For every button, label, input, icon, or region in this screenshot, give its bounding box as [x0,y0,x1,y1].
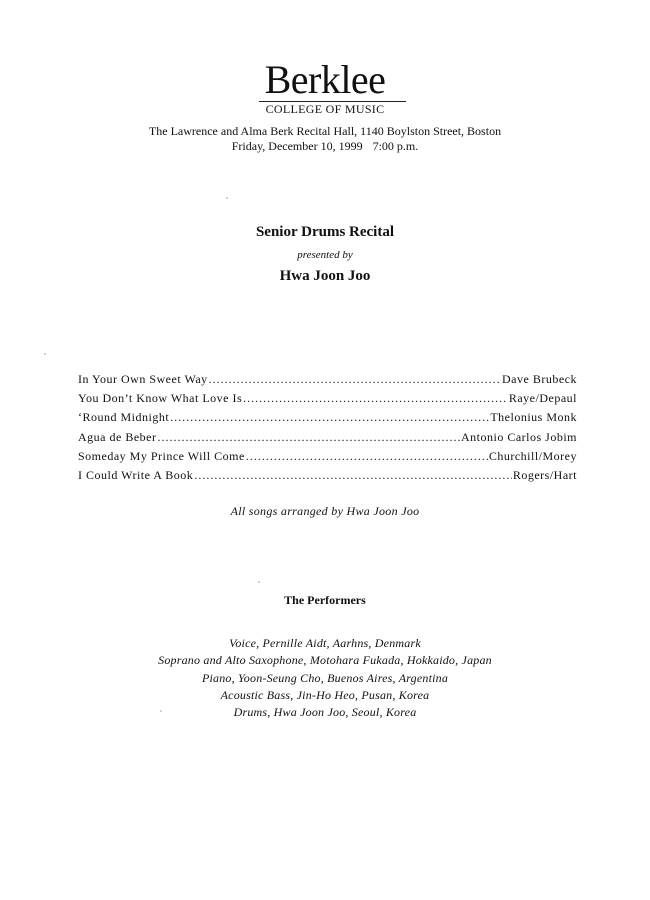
song-title: Someday My Prince Will Come [78,448,245,463]
date-time-line [0,139,650,153]
berklee-logo-wordmark: Berklee [264,57,386,102]
dot-leader [209,370,501,389]
song-title: You Don’t Know What Love Is [78,391,243,406]
song-composer: Thelonius Monk [490,410,577,425]
event-date: Friday, December 10, 1999 [231,139,363,153]
performer-entry: Acoustic Bass, Jin-Ho Heo, Pusan, Korea [220,687,430,702]
performer-entry: Piano, Yoon-Seung Cho, Buenos Aires, Argentina [201,670,449,685]
program-item [78,447,577,466]
presented-by-label: presented by [297,249,353,261]
song-composer: Dave Brubeck [502,372,577,386]
performer-entry: Voice, Pernille Aidt, Aarhns, Denmark [229,636,421,650]
scan-speck [226,197,228,199]
song-composer: Antonio Carlos Jobim [460,429,577,444]
program-item [78,428,577,447]
dot-leader [243,389,508,408]
program-item [78,370,577,389]
song-composer: Raye/Depaul [508,391,577,406]
program-list [78,370,577,485]
scan-speck [160,710,162,712]
song-composer: Rogers/Hart [512,467,577,482]
program-item [78,408,577,427]
song-title: I Could Write A Book [78,467,194,482]
performer-entry: Drums, Hwa Joon Joo, Seoul, Korea [233,705,417,720]
performers-list [0,635,650,721]
program-item [78,389,577,408]
song-title: In Your Own Sweet Way [78,372,208,386]
recital-title: Senior Drums Recital [255,224,395,240]
performer-entry: Soprano and Alto Saxophone, Motohara Fukada, Hokkaido, Japan [158,653,492,668]
song-composer: Churchill/Morey [488,448,577,463]
arranged-by-note: All songs arranged by Hwa Joon Joo [230,504,420,518]
program-item [78,466,577,485]
song-title: ‘Round Midnight [78,410,170,425]
dot-leader [194,466,512,485]
event-time: 7:00 p.m. [372,139,419,153]
scan-speck [258,581,260,583]
dot-leader [246,447,488,466]
venue-line: The Lawrence and Alma Berk Recital Hall, 1140 Boylston Street, Boston [148,124,502,138]
scan-speck [44,353,46,355]
dot-leader [170,408,489,427]
song-title: Agua de Beber [78,429,157,444]
dot-leader [157,428,460,447]
performers-heading: The Performers [284,593,366,607]
featured-performer-name: Hwa Joon Joo [279,268,371,284]
logo-subtitle: COLLEGE OF MUSIC [265,102,385,116]
